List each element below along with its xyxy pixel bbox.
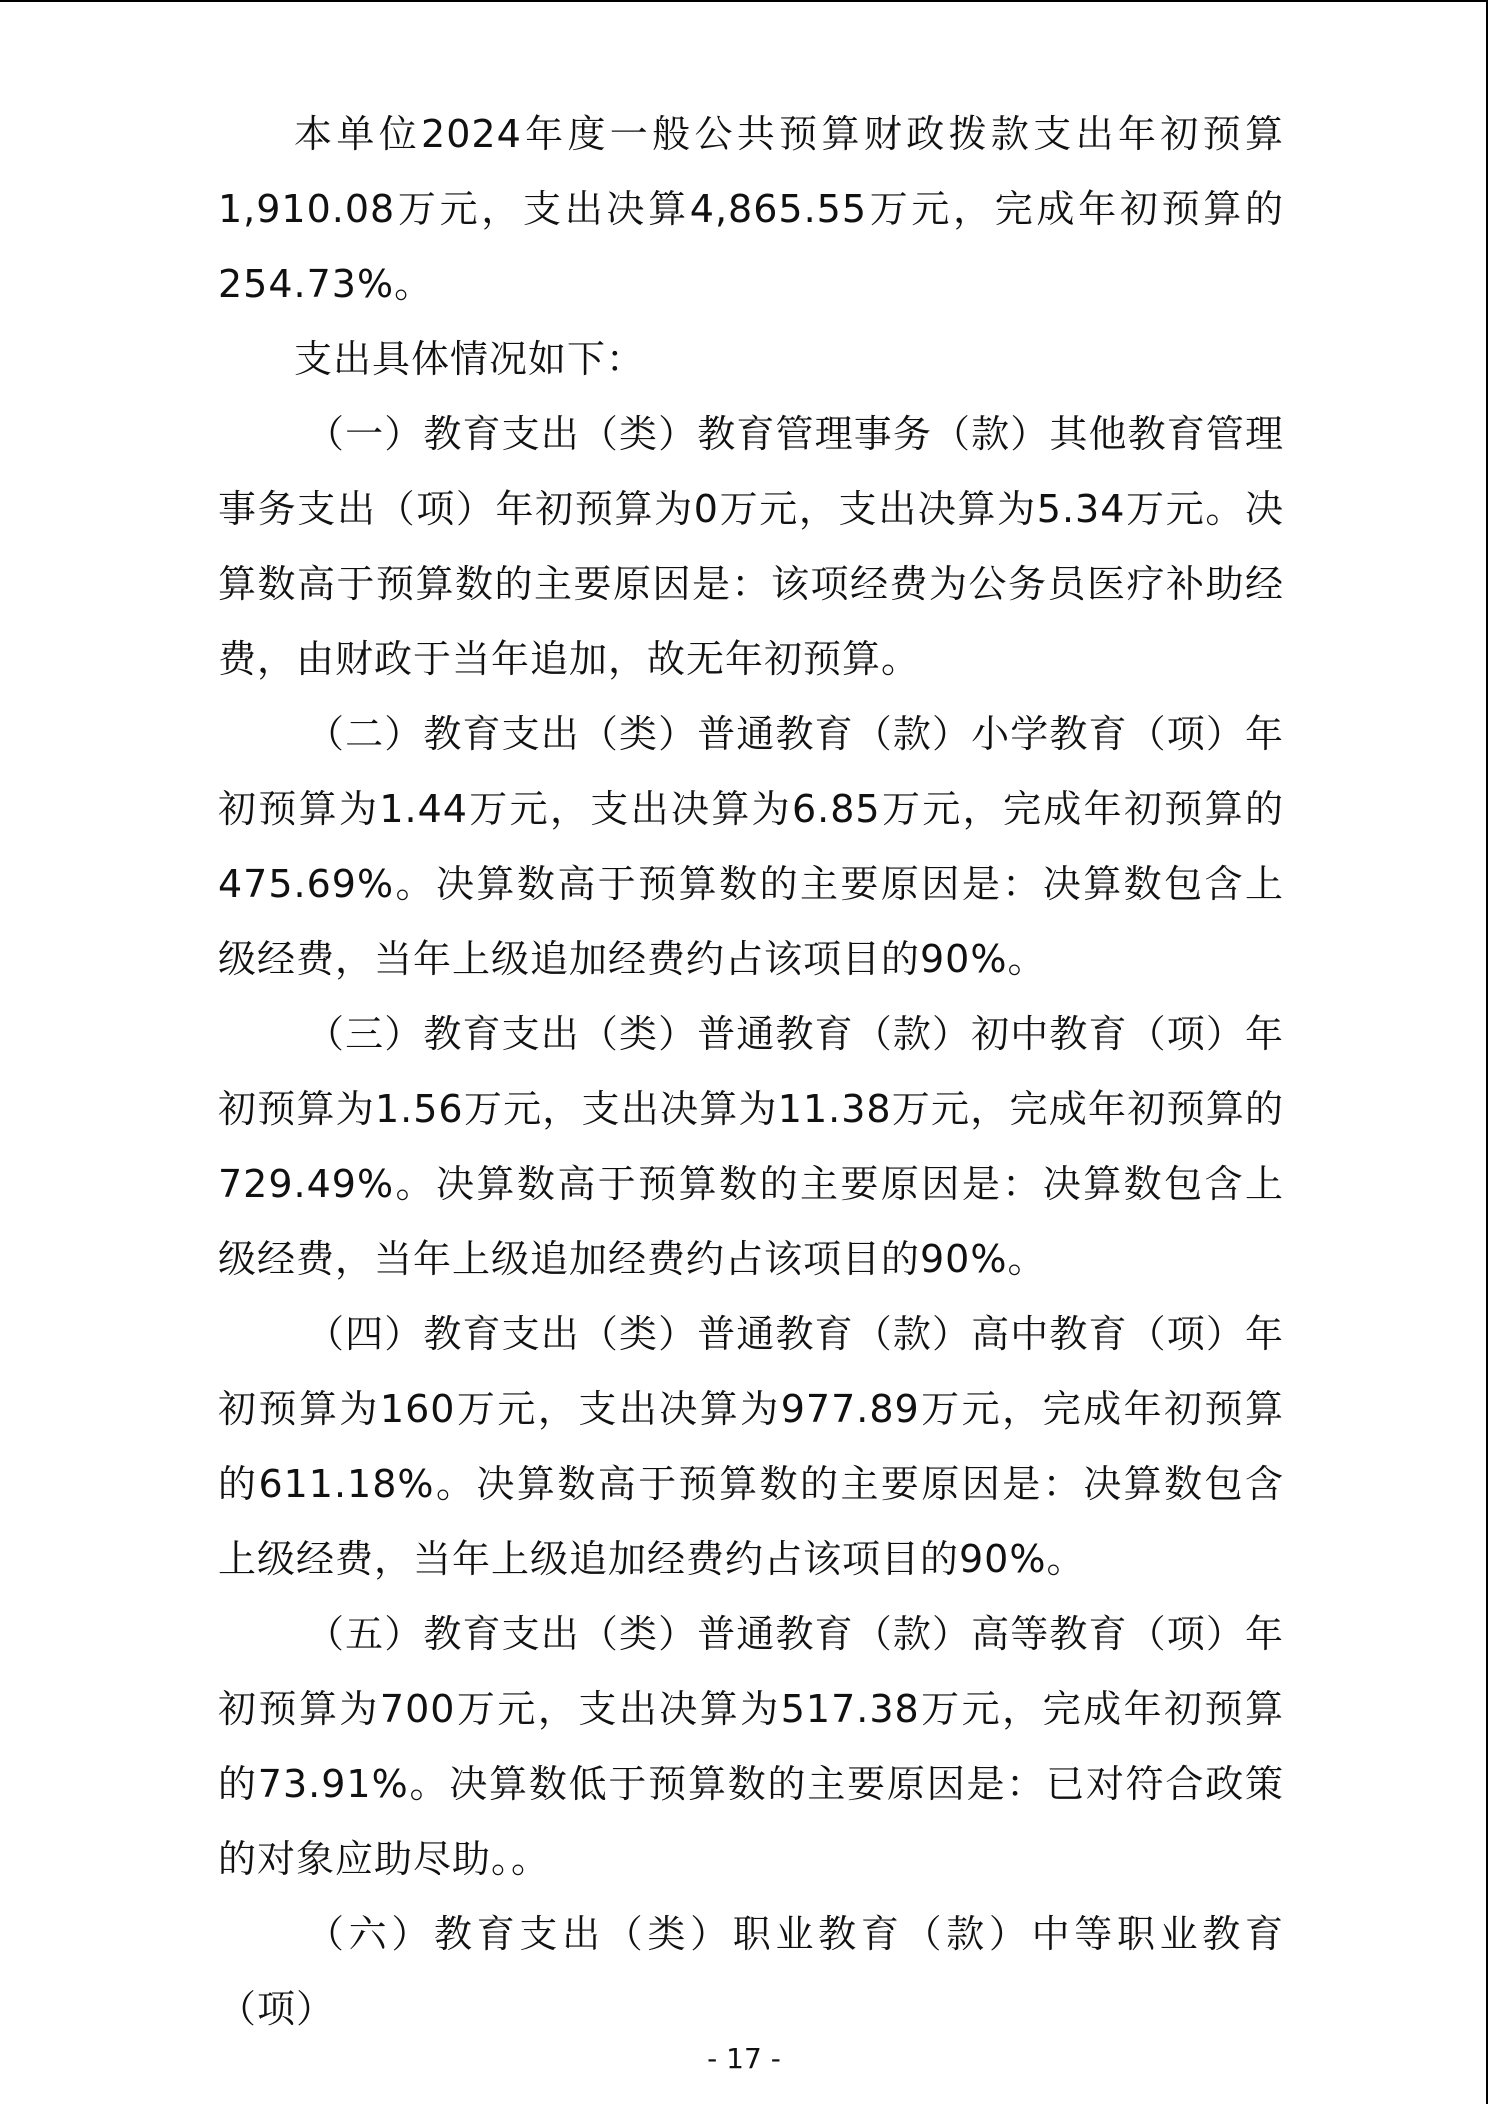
paragraph-item-3: （三）教育支出（类）普通教育（款）初中教育（项）年初预算为1.56万元，支出决算为11.38万元，完成年初预算的729.49%。决算数高于预算数的主要原因是：决算数包含上级经费，当年上级追加经费约占该项目的90%。	[218, 1012, 1284, 1281]
paragraph-item-6: （六）教育支出（类）职业教育（款）中等职业教育（项）	[218, 1912, 1284, 2031]
paragraph-budget-summary: 本单位2024年度一般公共预算财政拨款支出年初预算1,910.08万元，支出决算4,865.55万元，完成年初预算的254.73%。	[218, 112, 1284, 306]
document-body	[218, 97, 1284, 2047]
paragraph-item-4: （四）教育支出（类）普通教育（款）高中教育（项）年初预算为160万元，支出决算为977.89万元，完成年初预算的611.18%。决算数高于预算数的主要原因是：决算数包含上级经费，当年上级追加经费约占该项目的90%。	[218, 1312, 1284, 1581]
paragraph-item-2: （二）教育支出（类）普通教育（款）小学教育（项）年初预算为1.44万元，支出决算为6.85万元，完成年初预算的475.69%。决算数高于预算数的主要原因是：决算数包含上级经费，当年上级追加经费约占该项目的90%。	[218, 712, 1284, 981]
paragraph-item-1: （一）教育支出（类）教育管理事务（款）其他教育管理事务支出（项）年初预算为0万元，支出决算为5.34万元。决算数高于预算数的主要原因是：该项经费为公务员医疗补助经费，由财政于当年追加，故无年初预算。	[218, 412, 1284, 681]
page-number: - 17 -	[707, 2042, 781, 2075]
paragraph-expenditure-intro: 支出具体情况如下：	[294, 337, 646, 381]
paragraph-item-5: （五）教育支出（类）普通教育（款）高等教育（项）年初预算为700万元，支出决算为517.38万元，完成年初预算的73.91%。决算数低于预算数的主要原因是：已对符合政策的对象应助尽助。。	[218, 1612, 1284, 1881]
